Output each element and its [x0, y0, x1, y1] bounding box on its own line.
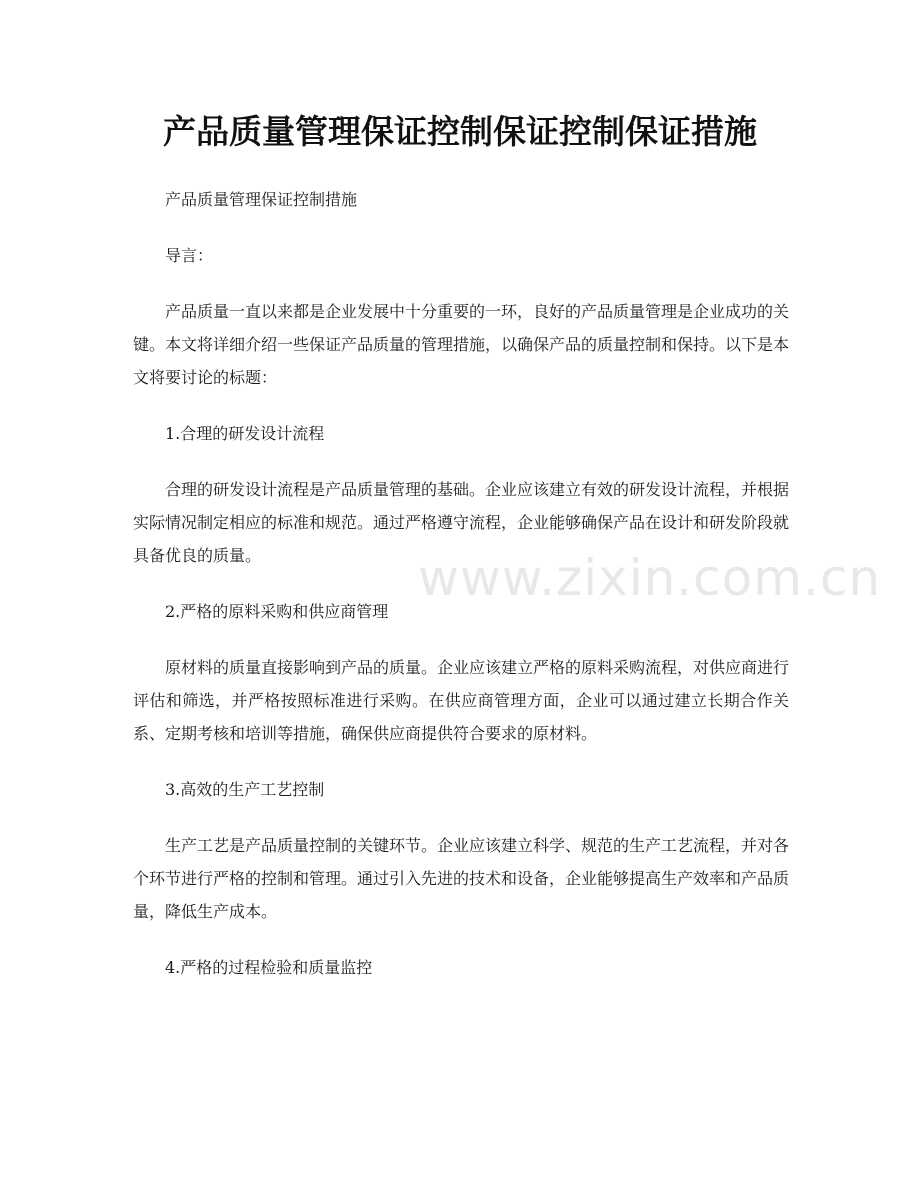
section-body-3: 生产工艺是产品质量控制的关键环节。企业应该建立科学、规范的生产工艺流程，并对各个环节进行严格的控制和管理。通过引入先进的技术和设备，企业能够提高生产效率和产品质量，降低生产成本。 [133, 836, 790, 921]
intro-paragraph: 产品质量一直以来都是企业发展中十分重要的一环，良好的产品质量管理是企业成功的关键。本文将详细介绍一些保证产品质量的管理措施，以确保产品的质量控制和保持。以下是本文将要讨论的标题： [133, 302, 790, 387]
section-heading-1: 1.合理的研发设计流程 [165, 424, 325, 443]
section-heading-4: 4.严格的过程检验和质量监控 [165, 958, 373, 977]
document-subtitle: 产品质量管理保证控制措施 [165, 190, 358, 209]
section-body-1: 合理的研发设计流程是产品质量管理的基础。企业应该建立有效的研发设计流程，并根据实际情况制定相应的标准和规范。通过严格遵守流程，企业能够确保产品在设计和研发阶段就具备优良的质量。 [133, 480, 790, 565]
section-heading-3: 3.高效的生产工艺控制 [165, 780, 325, 799]
document-body [133, 183, 789, 1007]
document-title: 产品质量管理保证控制保证控制保证措施 [163, 112, 757, 151]
section-heading-2: 2.严格的原料采购和供应商管理 [165, 602, 389, 621]
section-body-2: 原材料的质量直接影响到产品的质量。企业应该建立严格的原料采购流程，对供应商进行评估和筛选，并严格按照标准进行采购。在供应商管理方面，企业可以通过建立长期合作关系、定期考核和培训等措施，确保供应商提供符合要求的原材料。 [133, 658, 790, 743]
watermark-text: www.zixin.com.cn [418, 549, 882, 607]
intro-label: 导言： [165, 246, 214, 265]
